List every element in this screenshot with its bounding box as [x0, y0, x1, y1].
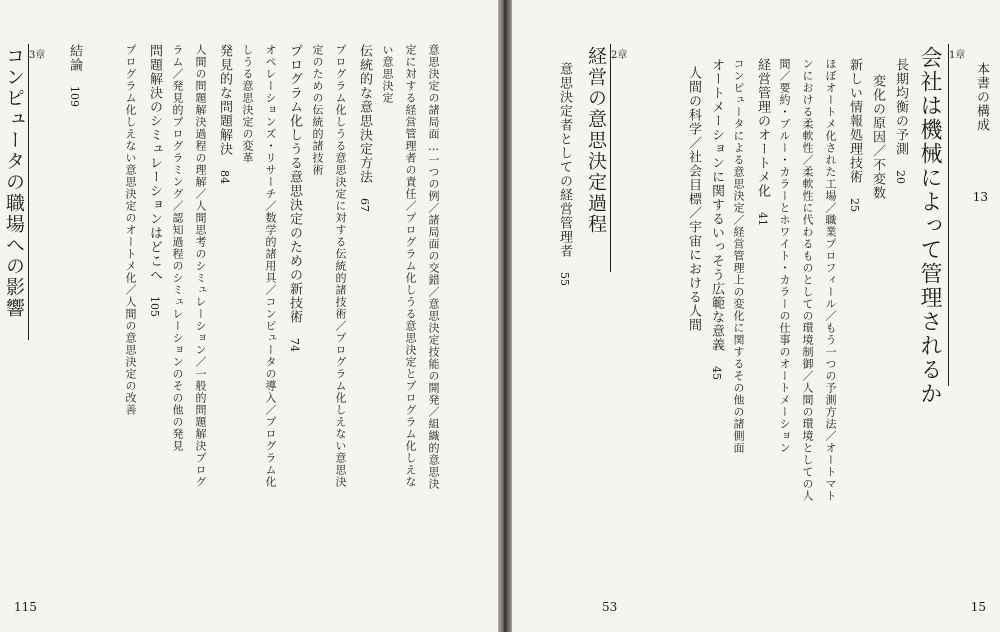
chapter2-title: 経営の意思決定過程	[585, 46, 607, 235]
chapter3-title: コンピュータの職場への影響	[3, 46, 25, 319]
ch1-entry-8: コンピュータによる意思決定／経営管理上の変化に関するその他の諸側面	[732, 58, 745, 454]
chapter3-rule	[28, 44, 29, 340]
footer-page-left: 115	[14, 600, 37, 614]
ch1-entry-2: 変化の原因／不変数	[870, 74, 885, 200]
lp-entry-7: プログラム化しうる意思決定のための新技術 74	[287, 44, 302, 352]
lp-entry-8: オペレーションズ・リサーチ／数学的諸用具／コンピュータの導入／プログラム化	[264, 44, 277, 488]
lp-entry-12: ラム／発見的プログラミング／認知過程のシミュレーションのその他の発見	[171, 44, 184, 452]
footer-page-right: 15	[970, 600, 986, 614]
ch1-entry-1: 長期均衡の予測 20	[893, 58, 908, 184]
lp-entry-5: プログラム化しうる意思決定に対する伝統的諸技術／プログラム化しえない意思決	[334, 44, 347, 488]
lp-entry-14: プログラム化しえない意思決定のオートメ化／人間の意思決定の改善	[124, 44, 137, 416]
chapter1-rule	[948, 44, 949, 386]
lp-entry-1: 意思決定の諸局面…一つの例／諸局面の交錯／意思決定技能の開発／組織的意思決	[427, 44, 440, 490]
footer-page-left: 53	[602, 600, 618, 614]
chapter1-number: 1章	[949, 50, 966, 61]
right-page	[510, 0, 1000, 632]
book-structure-page: 13	[972, 190, 988, 204]
lp-entry-3: い意思決定	[381, 44, 394, 104]
ch1-entry-9: オートメーションに関するいっそう広範な意義 45	[709, 58, 724, 380]
ch1-entry-4: ほぼオートメ化された工場／職業プロフィール／もう一つの予測方法／オートマト	[824, 58, 837, 502]
chapter2-rule	[610, 44, 611, 272]
lp-entry-2: 定に対する経営管理者の責任／プログラム化しうる意思決定とプログラム化しえな	[404, 44, 417, 488]
lp-entry-10: 発見的な問題解決 84	[217, 44, 232, 184]
chapter3-number: 3章	[29, 50, 46, 61]
book-structure-label: 本書の構成	[974, 62, 989, 132]
ch2-entry-1: 意思決定者としての経営管理者 55	[557, 62, 572, 286]
ch1-entry-7: 経営管理のオートメ化 41	[755, 58, 770, 226]
lp-entry-11: 人間の問題解決過程の理解／人間思考のシミュレーション／一般的問題解決プログ	[194, 44, 207, 488]
lp-entry-4: 伝統的な意思決定方法 67	[357, 44, 372, 212]
lp-entry-6: 定のための伝統的諸技術	[311, 44, 324, 176]
chapter1-title: 会社は機械によって管理されるか	[917, 46, 942, 406]
ch1-entry-3: 新しい情報処理技術 25	[847, 58, 862, 212]
lp-entry-15: 結論 109	[67, 44, 82, 107]
lp-entry-13: 問題解決のシミュレーションはどこへ 105	[147, 44, 162, 317]
chapter2-number: 2章	[611, 50, 628, 61]
lp-entry-9: しうる意思決定の変革	[241, 44, 254, 164]
book-gutter	[496, 0, 512, 632]
left-page	[0, 0, 498, 632]
ch1-entry-6: 間／要約・ブルー・カラーとホワイト・カラーの仕事のオートメーション	[778, 58, 791, 454]
ch1-entry-10: 人間の科学／社会目標／宇宙における人間	[686, 66, 701, 332]
ch1-entry-5: ンにおける柔軟性／柔軟性に代わるものとしての環境制御／人間の環境としての人	[801, 58, 814, 502]
